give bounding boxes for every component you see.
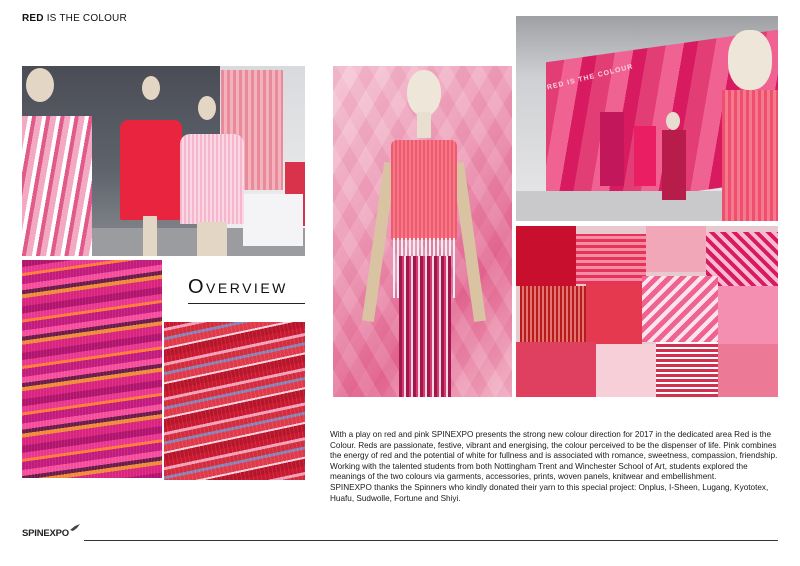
overview-title: Overview xyxy=(188,276,288,298)
page-header xyxy=(22,13,127,24)
description-text xyxy=(330,430,778,504)
photo-fabric-swatches xyxy=(516,226,778,397)
photo-exhibition-mannequins xyxy=(22,66,305,256)
photo-knit-texture-red xyxy=(164,322,305,480)
photo-gallery-wall xyxy=(516,16,778,221)
header-bold: RED xyxy=(22,13,44,24)
description-paragraph-1: With a play on red and pink SPINEXPO presents the strong new colour direction for 2017 in the dedicated area Red is the Colour. Reds are passionate, festive, vibrant and energising, the colour perceived to be the dispenser of life. Pink combines the energy of red and the potential of white for fullness and is associated with romance, sweetness, compassion, friendship. Working with the talented students from both Nottingham Trent and Winchester School of Art, students explored the meanings of the two colours via garments, accessories, prints, woven panels, knitwear and embellishment. xyxy=(330,430,778,482)
description-paragraph-2: SPINEXPO thanks the Spinners who kindly donated their yarn to this special project: Onplus, I-Sheen, Lugang, Kyototex, Huafu, Sudwolle, Fortune and Shiyi. xyxy=(330,482,769,503)
spinexpo-logo xyxy=(22,522,80,546)
photo-knit-texture-pink xyxy=(22,260,162,478)
overview-rule xyxy=(188,303,305,304)
gallery-wall-lettering: RED IS THE COLOUR xyxy=(546,63,635,92)
header-rest: IS THE COLOUR xyxy=(43,13,127,24)
footer-rule xyxy=(84,540,778,541)
logo-text: SPINEXPO xyxy=(22,528,69,539)
photo-mannequin-centre xyxy=(333,66,512,397)
bird-icon xyxy=(70,524,80,532)
